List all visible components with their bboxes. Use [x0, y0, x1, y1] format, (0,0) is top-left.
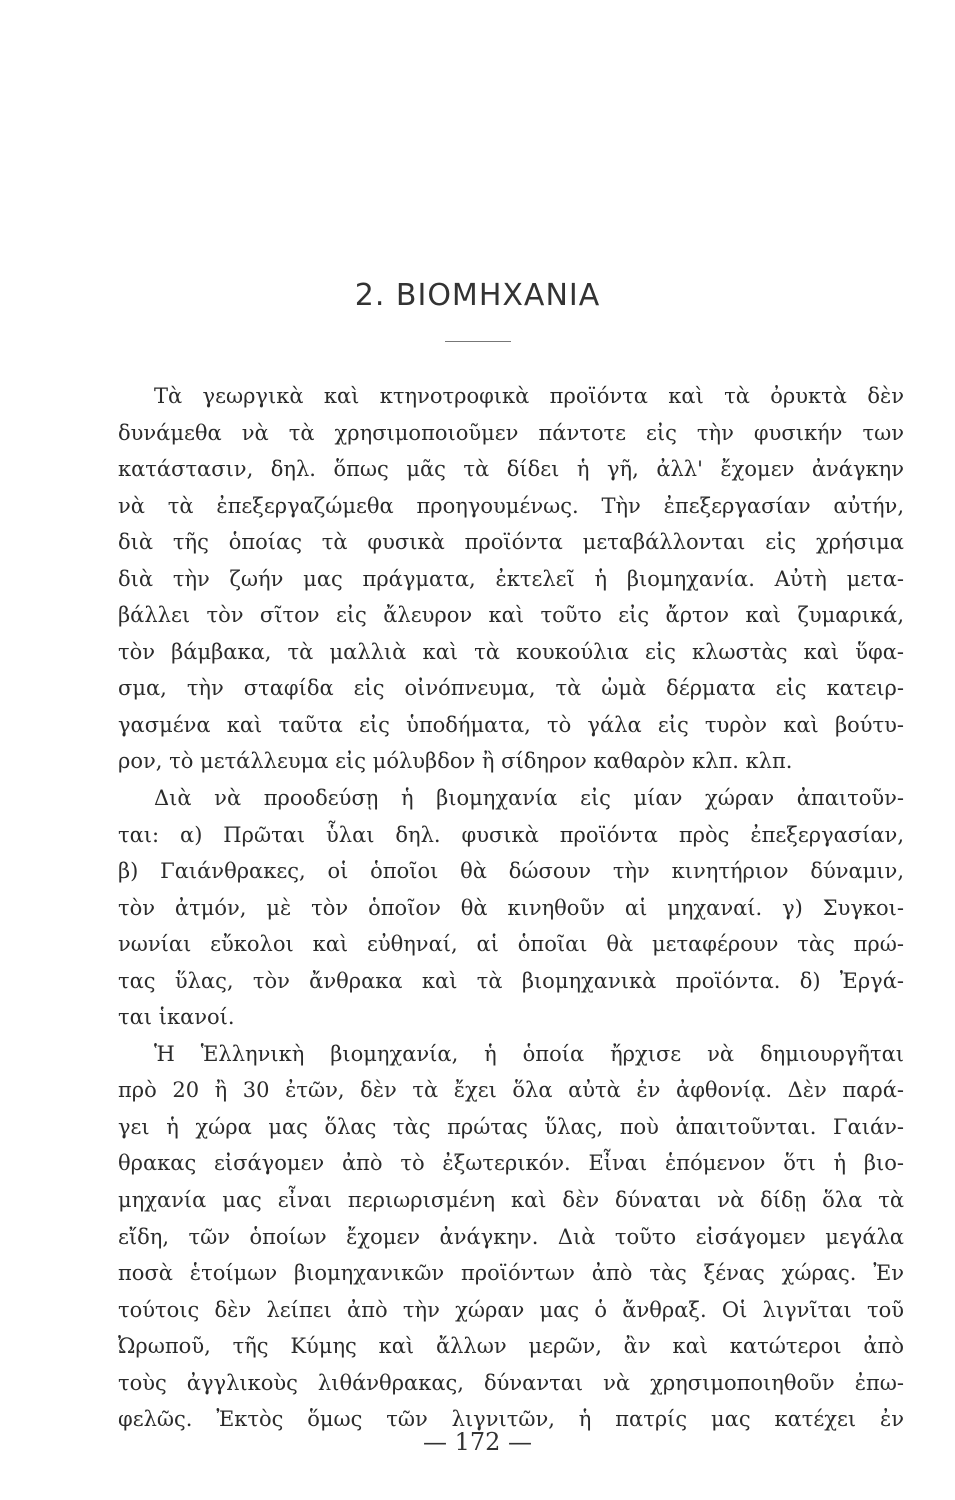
chapter-title: 2. ΒΙΟΜΗΧΑΝΙΑ	[354, 278, 601, 313]
text-line: Ὠρωποῦ, τῆς Κύμης καὶ ἄλλων μερῶν, ἂν καὶ κατώτεροι ἀπὸ	[118, 1334, 904, 1359]
text-line: εἴδη, τῶν ὁποίων ἔχομεν ἀνάγκην. Διὰ τοῦτο εἰσάγομεν μεγάλα	[118, 1224, 904, 1249]
text-line: δυνάμεθα νὰ τὰ χρησιμοποιοῦμεν πάντοτε εἰς τὴν φυσικήν των	[118, 420, 904, 445]
text-line: τοὺς ἀγγλικοὺς λιθάνθρακας, δύνανται νὰ χρησιμοποιηθοῦν ἐπω-	[118, 1370, 904, 1395]
page-number: — 172 —	[422, 1428, 533, 1456]
text-line: σμα, τὴν σταφίδα εἰς οἰνόπνευμα, τὰ ὠμὰ δέρματα εἰς κατειρ-	[118, 676, 904, 701]
text-line: Διὰ νὰ προοδεύσῃ ἡ βιομηχανία εἰς μίαν χώραν ἀπαιτοῦν-	[154, 786, 904, 811]
text-line: ρον, τὸ μετάλλευμα εἰς μόλυβδον ἢ σίδηρον καθαρὸν κλπ. κλπ.	[118, 749, 793, 774]
text-line: τούτοις δὲν λείπει ἀπὸ τὴν χώραν μας ὁ ἄνθραξ. Οἱ λιγνῖται τοῦ	[118, 1297, 904, 1322]
text-line: διὰ τὴν ζωήν μας πράγματα, ἐκτελεῖ ἡ βιομηχανία. Αὐτὴ μετα-	[118, 566, 904, 591]
text-line: Ἡ Ἑλληνικὴ βιομηχανία, ἡ ὁποία ἤρχισε νὰ δημιουργῆται	[154, 1041, 904, 1066]
text-line: νὰ τὰ ἐπεξεργαζώμεθα προηγουμένως. Τὴν ἐπεξεργασίαν αὐτήν,	[118, 493, 904, 518]
title-divider	[445, 341, 511, 342]
text-line: Τὰ γεωργικὰ καὶ κτηνοτροφικὰ προϊόντα καὶ τὰ ὀρυκτὰ δὲν	[154, 384, 904, 408]
text-line: τας ὕλας, τὸν ἄνθρακα καὶ τὰ βιομηχανικὰ προϊόντα. δ) Ἐργά-	[118, 968, 904, 993]
text-line: θρακας εἰσάγομεν ἀπὸ τὸ ἐξωτερικόν. Εἶναι ἑπόμενον ὅτι ἡ βιο-	[118, 1151, 904, 1176]
text-line: β) Γαιάνθρακες, οἱ ὁποῖοι θὰ δώσουν τὴν κινητήριον δύναμιν,	[118, 859, 904, 884]
text-line: μηχανία μας εἶναι περιωρισμένη καὶ δὲν δύναται νὰ δίδῃ ὅλα τὰ	[118, 1188, 904, 1213]
text-line: ται ἱκανοί.	[118, 1005, 235, 1030]
text-line: ται: α) Πρῶται ὗλαι δηλ. φυσικὰ προϊόντα πρὸς ἐπεξεργασίαν,	[118, 822, 904, 847]
text-line: τὸν ἀτμόν, μὲ τὸν ὁποῖον θὰ κινηθοῦν αἱ μηχαναί. γ) Συγκοι-	[118, 895, 904, 920]
text-line: νωνίαι εὔκολοι καὶ εὐθηναί, αἱ ὁποῖαι θὰ μεταφέρουν τὰς πρώ-	[118, 932, 904, 957]
text-line: φελῶς. Ἐκτὸς ὅμως τῶν λιγνιτῶν, ἡ πατρίς μας κατέχει ἐν	[118, 1407, 904, 1432]
text-line: βάλλει τὸν σῖτον εἰς ἄλευρον καὶ τοῦτο εἰς ἄρτον καὶ ζυμαρικά,	[118, 603, 904, 628]
text-line: τὸν βάμβακα, τὰ μαλλιὰ καὶ τὰ κουκούλια εἰς κλωστὰς καὶ ὕφα-	[118, 639, 904, 664]
text-line: γασμένα καὶ ταῦτα εἰς ὑποδήματα, τὸ γάλα εἰς τυρὸν καὶ βούτυ-	[118, 712, 904, 737]
text-line: κατάστασιν, δηλ. ὅπως μᾶς τὰ δίδει ἡ γῆ, ἀλλ' ἔχομεν ἀνάγκην	[118, 457, 904, 482]
text-line: ποσὰ ἑτοίμων βιομηχανικῶν προϊόντων ἀπὸ τὰς ξένας χώρας. Ἐν	[118, 1261, 904, 1286]
text-line: διὰ τῆς ὁποίας τὰ φυσικὰ προϊόντα μεταβάλλονται εἰς χρήσιμα	[118, 530, 904, 555]
body-text	[118, 378, 904, 1438]
text-line: γει ἡ χώρα μας ὅλας τὰς πρώτας ὕλας, ποὺ ἀπαιτοῦνται. Γαιάν-	[118, 1114, 904, 1139]
text-line: πρὸ 20 ἢ 30 ἐτῶν, δὲν τὰ ἔχει ὅλα αὐτὰ ἐν ἀφθονίᾳ. Δὲν παρά-	[118, 1078, 904, 1103]
